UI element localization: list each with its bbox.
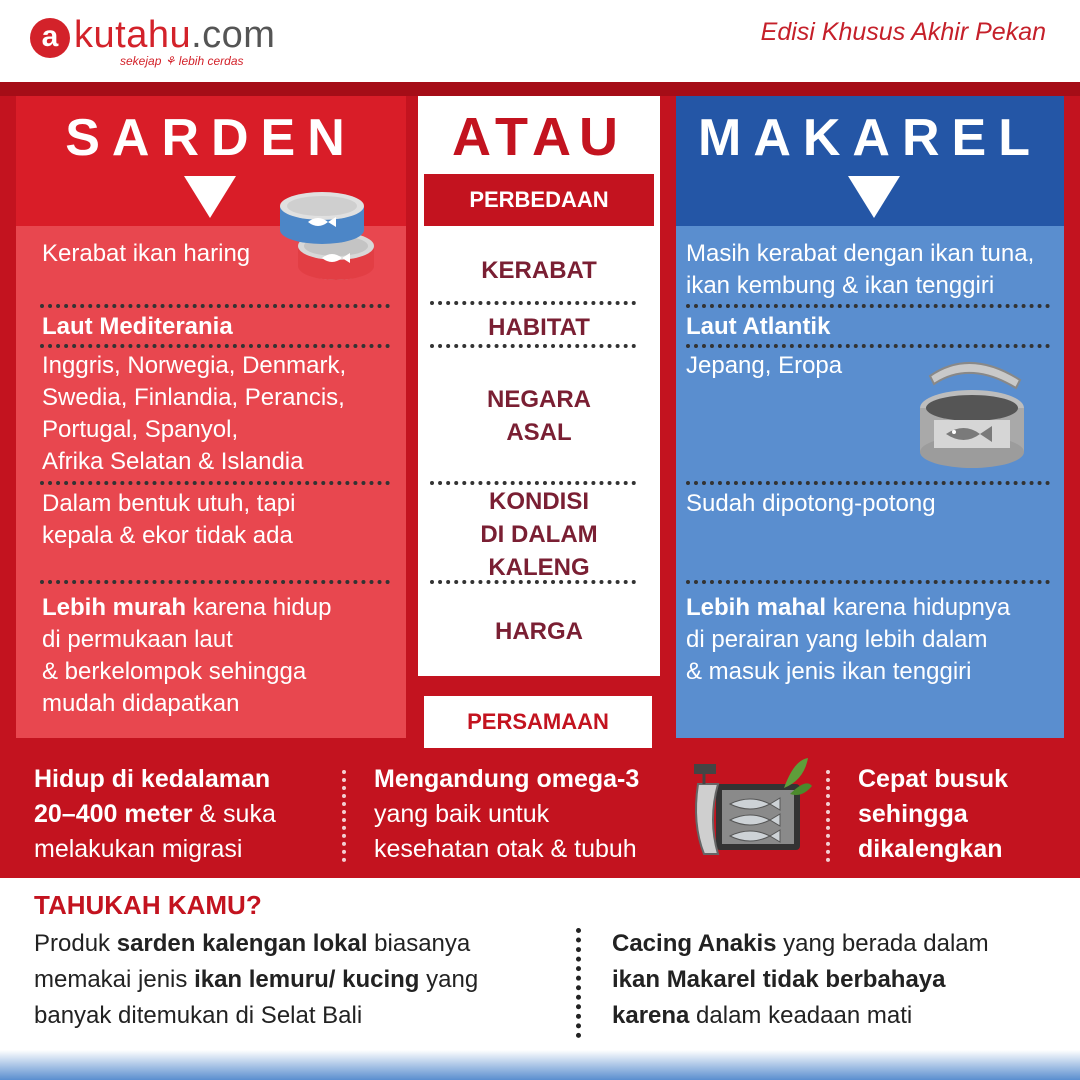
cell-line: Laut Atlantik [686,313,831,340]
row-label-kerabat: KERABAT [481,257,597,284]
logo-tagline: sekejap ⚘ lebih cerdas [120,54,244,68]
row-divider [686,481,1050,485]
cell-line: mudah didapatkan [42,690,240,717]
perbedaan-header: PERBEDAAN [424,174,654,226]
sim-line: melakukan migrasi [34,835,243,863]
sim-divider [826,770,830,862]
makarel-title: MAKAREL [698,109,1042,167]
fact-line [34,926,478,962]
edition-label: Edisi Khusus Akhir Pekan [760,18,1046,46]
cell-text: karena hidupnya [826,594,1011,621]
row-divider [430,344,636,348]
logo-mark: a [30,18,70,58]
cell-line: Inggris, Norwegia, Denmark, [42,352,347,379]
cell-line: Dalam bentuk utuh, tapi [42,490,296,517]
fact-line [612,962,989,998]
row-divider [686,344,1050,348]
cell-line: Afrika Selatan & Islandia [42,448,304,475]
fact-emphasis: Cacing Anakis [612,930,777,957]
row-label-harga: HARGA [495,618,583,645]
row-divider [40,344,390,348]
fact-divider [576,928,581,1038]
sim-divider [342,770,346,862]
fact-cacing-anakis [612,926,989,1034]
cell-line: Portugal, Spanyol, [42,416,239,443]
makarel-arrow-down-icon [848,176,900,218]
logo-name: kutahu [74,14,192,56]
atau-title: ATAU [452,107,626,167]
cell-line [42,592,331,624]
sim-emphasis: Hidup di kedalaman [34,765,271,793]
similarity-omega3 [374,762,639,867]
row-divider [40,481,390,485]
sim-line: yang baik untuk [374,800,550,828]
cell-emphasis: Lebih murah [42,594,187,621]
sarden-arrow-down-icon [184,176,236,218]
sim-text: & suka [192,800,276,828]
fish-tin-icon [690,754,812,864]
sim-line [34,762,276,797]
makarel-harga [686,592,1010,688]
makarel-kerabat [686,238,1034,302]
sarden-kondisi [42,488,296,552]
cell-line [686,592,1010,624]
did-you-know-title: TAHUKAH KAMU? [34,890,262,920]
fact-emphasis: ikan Makarel tidak berbahaya [612,966,946,993]
row-divider [430,481,636,485]
row-label-negara-asal: NEGARA ASAL [486,386,591,446]
sim-line: Cepat busuk [858,765,1009,793]
cell-line: Kerabat ikan haring [42,240,251,267]
persamaan-header: PERSAMAAN [424,696,652,748]
sarden-harga [42,592,331,720]
cell-line: & berkelompok sehingga [42,658,307,685]
cell-line: ikan kembung & ikan tenggiri [686,272,995,299]
fact-line [34,962,478,998]
fact-line: banyak ditemukan di Selat Bali [34,1002,363,1029]
fact-emphasis: sarden kalengan lokal [116,930,368,957]
sarden-negara-asal [42,350,346,478]
sim-line [34,797,276,832]
sim-line: sehingga [858,800,968,828]
cell-line: di permukaan laut [42,626,233,653]
row-divider [430,301,636,305]
similarity-depth [34,762,276,867]
row-divider [686,304,1050,308]
cell-line: & masuk jenis ikan tenggiri [686,658,972,685]
sardine-cans-icon [276,186,396,290]
cell-line: di perairan yang lebih dalam [686,626,988,653]
cell-line: Sudah dipotong-potong [686,490,936,517]
row-divider [40,580,390,584]
cell-line: Laut Mediterania [42,313,233,340]
footer-bar [0,1050,1080,1080]
fact-text: biasanya [367,930,471,957]
sarden-title: SARDEN [65,109,357,167]
sarden-habitat [42,311,233,343]
cell-emphasis: Lebih mahal [686,594,827,621]
fact-text: yang berada dalam [776,930,989,957]
logo-wordmark [74,14,275,57]
fact-text: dalam keadaan mati [689,1002,913,1029]
cell-line: Jepang, Eropa [686,352,843,379]
sim-line [374,762,639,797]
similarity-perishable [858,762,1008,867]
fact-sarden-lokal [34,926,478,1034]
cell-line: Masih kerabat dengan ikan tuna, [686,240,1035,267]
fact-text: Produk [34,930,117,957]
logo-domain: .com [191,14,276,56]
row-label-kondisi: KONDISI DI DALAM KALENG [480,488,598,581]
sim-emphasis: Mengandung omega-3 [374,765,640,793]
cell-line: kepala & ekor tidak ada [42,522,293,549]
makarel-kondisi [686,488,936,520]
fact-text: yang [419,966,479,993]
fact-emphasis: ikan lemuru/ kucing [194,966,420,993]
row-divider [40,304,390,308]
header [0,0,1080,82]
open-can-icon [916,356,1028,472]
cell-line: Swedia, Finlandia, Perancis, [42,384,345,411]
fact-line [612,998,989,1034]
fact-text: memakai jenis [34,966,195,993]
makarel-negara-asal [686,350,842,382]
sarden-kerabat [42,238,250,270]
sim-line: kesehatan otak & tubuh [374,835,637,863]
sim-line: dikalengkan [858,835,1003,863]
row-divider [686,580,1050,584]
cell-text: karena hidup [186,594,332,621]
fact-line [612,926,989,962]
fact-emphasis: karena [612,1002,690,1029]
makarel-habitat [686,311,830,343]
sim-emphasis: 20–400 meter [34,800,193,828]
row-label-habitat: HABITAT [488,314,590,341]
row-divider [430,580,636,584]
